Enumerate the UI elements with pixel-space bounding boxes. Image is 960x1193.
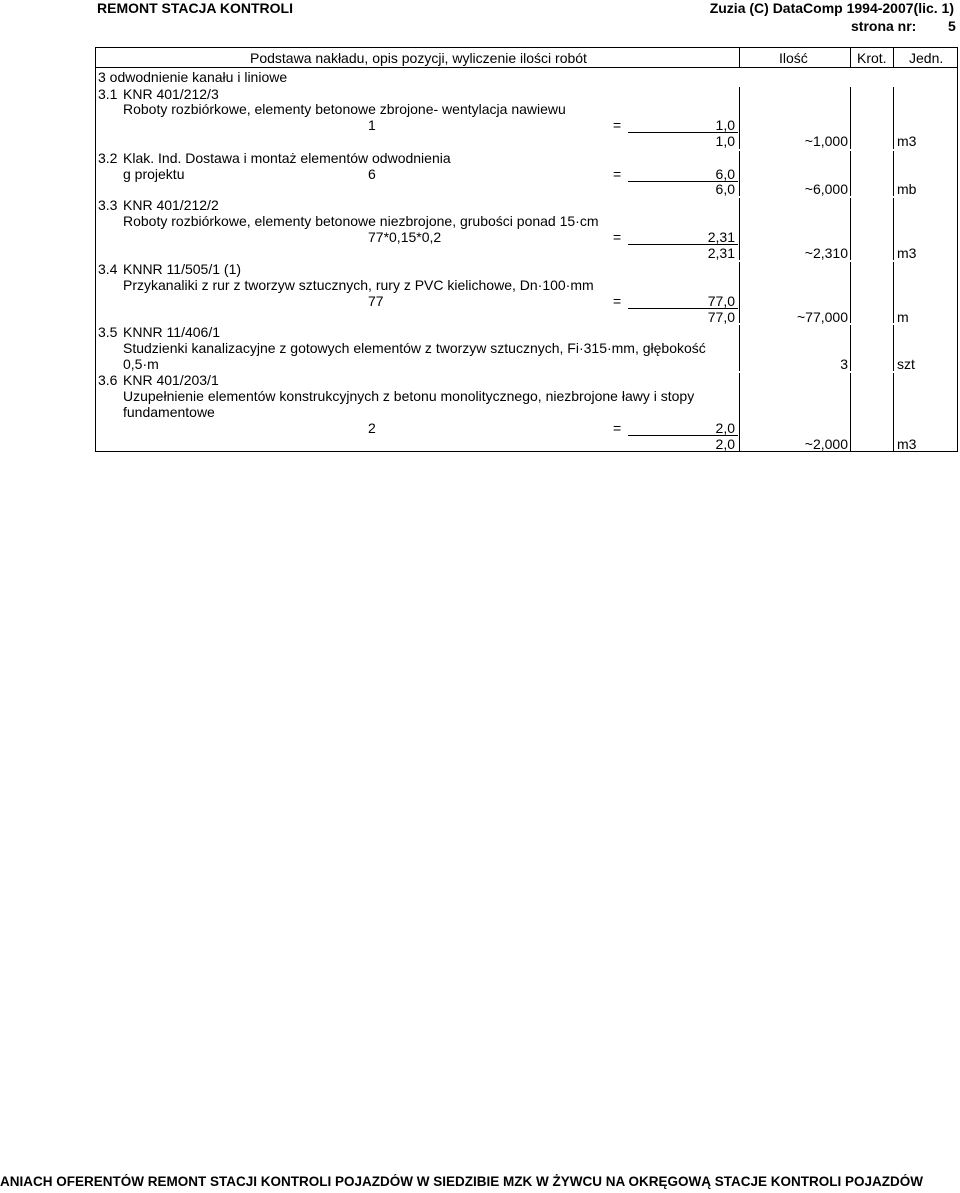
unit: m [897, 309, 909, 325]
quantity-total: ~6,000 [804, 181, 848, 197]
page-number: 5 [948, 18, 956, 34]
column-header-description: Podstawa nakładu, opis pozycji, wyliczenie ilości robót [250, 50, 587, 66]
item-basis: KNNR 11/406/1 [123, 324, 221, 340]
column-header-times: Krot. [857, 50, 887, 66]
calc-value: 2,31 [707, 229, 735, 245]
item-description: Studzienki kanalizacyjne z gotowych elementów z tworzyw sztucznych, Fi·315·mm, głębokość [123, 340, 706, 356]
item-number: 3.3 [98, 197, 118, 213]
item-basis: KNR 401/212/2 [123, 197, 219, 213]
item-description: Przykanaliki z rur z tworzyw sztucznych, rury z PVC kielichowe, Dn·100·mm [123, 277, 594, 293]
item-description: Uzupełnienie elementów konstrukcyjnych z betonu monolitycznego, niezbrojone ławy i stopy [123, 388, 695, 404]
calc-equals: = [613, 229, 622, 245]
unit: mb [897, 181, 917, 197]
unit: m3 [897, 133, 917, 149]
calc-expression: 6 [368, 166, 376, 182]
item-basis: Klak. Ind. Dostawa i montaż elementów odwodnienia [123, 150, 451, 166]
quantity-total: ~77,000 [797, 309, 848, 325]
item-basis: KNR 401/212/3 [123, 86, 219, 102]
column-header-unit: Jedn. [909, 50, 944, 66]
quantity-total: ~2,000 [804, 436, 848, 452]
item-basis: KNNR 11/505/1 (1) [123, 261, 242, 277]
calc-value: 77,0 [707, 293, 735, 309]
calc-expression: 2 [368, 420, 376, 436]
item-description: fundamentowe [123, 404, 215, 420]
column-header-quantity: Ilość [779, 50, 808, 66]
calc-expression: 77*0,15*0,2 [368, 229, 442, 245]
quantity-sum: 77,0 [707, 309, 735, 325]
calc-value: 2,0 [715, 420, 735, 436]
unit: m3 [897, 245, 917, 261]
item-number: 3.2 [98, 150, 118, 166]
software-copyright: Zuzia (C) DataComp 1994-2007(lic. 1) [709, 0, 954, 16]
calc-equals: = [613, 117, 622, 133]
calc-value: 1,0 [715, 117, 735, 133]
quantity-sum: 6,0 [715, 181, 735, 197]
calc-value: 6,0 [715, 166, 735, 182]
calc-equals: = [613, 420, 622, 436]
item-description: Roboty rozbiórkowe, elementy betonowe zbrojone- wentylacja nawiewu [123, 101, 566, 117]
page-number-label: strona nr: [851, 18, 917, 34]
item-number: 3.1 [98, 86, 118, 102]
item-number: 3.4 [98, 261, 118, 277]
item-description: 0,5·m [123, 356, 159, 372]
item-number: 3.6 [98, 372, 118, 388]
item-description: Roboty rozbiórkowe, elementy betonowe niezbrojone, grubości ponad 15·cm [123, 213, 599, 229]
section-heading: 3 odwodnienie kanału i liniowe [98, 69, 288, 85]
unit: szt [897, 356, 915, 372]
calc-label: g projektu [123, 166, 185, 182]
page-footer: ANIACH OFERENTÓW REMONT STACJI KONTROLI POJAZDÓW W SIEDZIBIE MZK W ŻYWCU NA OKRĘGOWĄ STACJE KONTROLI POJAZDÓW [0, 1174, 923, 1189]
calc-equals: = [613, 293, 622, 309]
calc-equals: = [613, 166, 622, 182]
quantity-total: 3 [840, 356, 848, 372]
quantity-sum: 1,0 [715, 133, 735, 149]
quantity-sum: 2,0 [715, 436, 735, 452]
calc-expression: 1 [368, 117, 376, 133]
calc-expression: 77 [368, 293, 384, 309]
quantity-total: ~2,310 [804, 245, 848, 261]
item-number: 3.5 [98, 324, 118, 340]
quantity-total: ~1,000 [804, 133, 848, 149]
document-title: REMONT STACJA KONTROLI [97, 0, 293, 16]
quantity-sum: 2,31 [707, 245, 735, 261]
unit: m3 [897, 436, 917, 452]
item-basis: KNR 401/203/1 [123, 372, 219, 388]
